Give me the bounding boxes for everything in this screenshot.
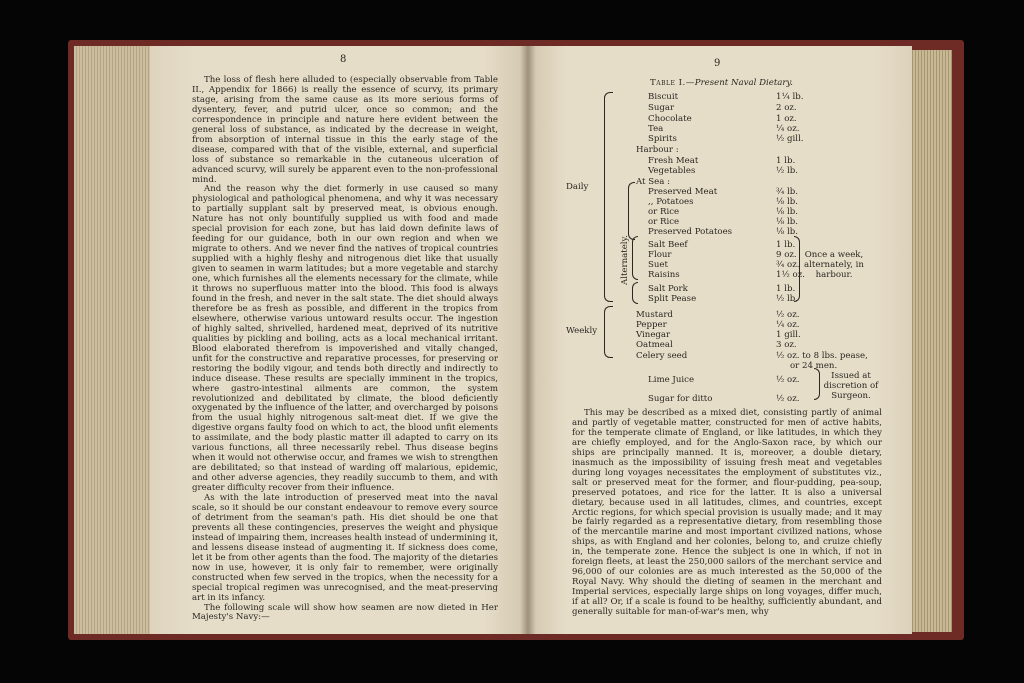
table-title-prefix: Table I.— bbox=[650, 78, 695, 88]
left-page-edges bbox=[74, 46, 152, 634]
table-row-item: Preserved Potatoes bbox=[648, 227, 733, 237]
table-row-qty: ½ lb. bbox=[776, 294, 799, 304]
table-row-item: Preserved Meat bbox=[648, 187, 718, 197]
table-row-item: Sugar for ditto bbox=[648, 394, 713, 404]
table-row-item: Salt Pork bbox=[648, 284, 688, 294]
paragraph: As with the late introduction of preserved meat into the naval scale, so it should be our constant endeavour to remove every source of detriment from the seaman's path. His diet should be one that prevents all these contingencies, preserves the weight and physique instead of impairing them, increases health instead of undermining it, and lessens disease instead of augmenting it. If sickness does come, let it be from other agents than the food. The majority of the dietaries now in use, however, it is only fair to remember, were originally constructed when few served in the tropics, when the necessity for a special tropical regimen was unrecognised, and the meat-preserving art in its infancy. bbox=[192, 493, 498, 603]
table-row-qty: ¼ oz. bbox=[776, 320, 800, 330]
alternately-brace bbox=[628, 182, 635, 240]
table-title-italic: Present Naval Dietary. bbox=[694, 78, 793, 88]
table-row-item: Celery seed bbox=[636, 351, 688, 361]
table-row-item: Harbour : bbox=[636, 145, 679, 155]
paragraph: And the reason why the diet formerly in use caused so many physiological and pathological phenomena, and why it was necessary to partially supplant salt by preserved meat, is obvious enough. Nature has not only bountifully supplied us with food and made special provision for each zone, but has laid down definite laws of feeding for our guidance, both in our own region and when we migrate to others. And we never find the natives of tropical countries supplied with a highly fleshy and nitrogenous diet like that usually given to seamen in warm latitudes; but a more vegetable and starchy one, which furnishes all the elements necessary for the climate, while it throws no superfluous matter into the blood. This food is always found in the fresh, and never in the salt state. The diet should always therefore be as fresh as possible, and different in the tropics from elsewhere, otherwise various untoward results occur. The ingestion of highly salted, shrivelled, hardened meat, deprived of its nutritive qualities by pickling and boiling, acts as a local mechanical irritant. Blood elaborated therefrom is impoverished and vitally changed, unfit for the constructive and reparative processes, for preserving or restoring the bodily vigour, and tends both directly and indirectly to induce disease. These results are specially imminent in the tropics, where gastro-intestinal ailments are common, the system revolutionized and debilitated by climate, the blood deficiently oxygenated by the influence of the latter, and overcharged by poisons from the usual highly nitrogenous salt-meat diet. If we give the digestive organs faulty food on which to act, the blood unfit elements to assimilate, and the body plastic matter ill adapted to carry on its various functions, all three necessarily rebel. Thus disease begins when it would not otherwise occur, and frames we wish to strengthen are debilitated; so that instead of warding off malarious, epidemic, and other adverse agencies, they readily succumb to them, and with greater difficulty recover from their influence. bbox=[192, 184, 498, 494]
paragraph: This may be described as a mixed diet, consisting partly of animal and partly of vegetable matter, constructed for men of active habits, for the temperate climate of England, or like latitudes, in which they are chiefly employed, and for the Anglo-Saxon race, by which our ships are principally manned. It is, moreover, a double dietary, inasmuch as the impossibility of issuing fresh meat and vegetables during long voyages necessitates the employment of substitutes viz., salt or preserved meat for the former, and flour-pudding, pea-soup, preserved potatoes, and rice for the latter. It is also a universal dietary, because used in all latitudes, climes, and countries, except Arctic regions, for which special provision is usually made; and it may be fairly regarded as a representative dietary, from resembling those of the mercantile marine and most important civilized nations, whose ships, as with England and her colonies, belong to, and cruize chiefly in, the temperate zone. Hence the subject is one in which, if not in foreign fleets, at least the 250,000 sailors of the merchant service and 96,000 of our colonies are as much interested as the 50,000 of the Royal Navy. Why should the dieting of seamen in the merchant and Imperial services, especially large ships on long voyages, differ much, if at all? Or, if a scale is found to be healthy, sufficiently abundant, and generally suitable for man-of-war's men, why bbox=[572, 408, 882, 618]
table-title bbox=[650, 78, 793, 88]
table-row-item: Suet bbox=[648, 260, 668, 270]
table-row-qty: 9 oz. bbox=[776, 250, 797, 260]
table-row-item: At Sea : bbox=[636, 177, 670, 187]
issued-note: Issued at discretion of Surgeon. bbox=[823, 371, 879, 401]
once-a-week-note: Once a week, alternately, in harbour. bbox=[804, 250, 864, 280]
table-row-qty: 1½ oz. bbox=[776, 270, 805, 280]
table-row-qty: ⅛ lb. bbox=[776, 227, 799, 237]
table-row-item: or Rice bbox=[648, 217, 680, 227]
alternately-label: Alternately. bbox=[620, 235, 630, 285]
table-row-qty: ⅛ lb. bbox=[776, 207, 799, 217]
table-row-item: Fresh Meat bbox=[648, 156, 699, 166]
table-row-qty: ½ oz. to 8 lbs. pease, bbox=[776, 351, 868, 361]
book-gutter bbox=[520, 46, 536, 634]
table-row-item: Vinegar bbox=[636, 330, 671, 340]
salt-beef-brace bbox=[632, 236, 638, 280]
table-row-qty: ½ lb. bbox=[776, 166, 799, 176]
table-row-qty: ⅛ lb. bbox=[776, 197, 799, 207]
table-row-item: Spirits bbox=[648, 134, 677, 144]
table-row-qty: ½ oz. bbox=[776, 394, 800, 404]
table-row-item: Oatmeal bbox=[636, 340, 673, 350]
table-row-qty: ½ oz. bbox=[776, 375, 800, 385]
paragraph: The following scale will show how seamen are now dieted in Her Majesty's Navy:— bbox=[192, 602, 498, 623]
table-row-item: Sugar bbox=[648, 103, 675, 113]
issued-brace bbox=[814, 368, 820, 400]
table-row-qty: ¾ oz. bbox=[776, 260, 800, 270]
salt-pork-brace bbox=[632, 282, 638, 304]
table-row-qty: 1 lb. bbox=[776, 156, 796, 166]
table-row-qty: 2 oz. bbox=[776, 103, 797, 113]
table-row-qty: 3 oz. bbox=[776, 340, 797, 350]
table-row-item: Pepper bbox=[636, 320, 667, 330]
table-row-qty: 1 gill. bbox=[776, 330, 801, 340]
paragraph: The loss of flesh here alluded to (especially observable from Table II., Appendix for 1866) is really the essence of scurvy, its primary stage, arising from the same cause as its more serious forms of dysentery, fever, and putrid ulcer, once so common; and the correspondence in principle and nature here evident between the general loss of substance, as indicated by the decrease in weight, from absorption of internal tissue in this the early stage of the disease, compared with that of the visible, external, and superficial loss of substance so remarkable in the cutaneous ulceration of advanced scurvy, will surely be apparent even to the non-professional mind. bbox=[192, 75, 498, 185]
daily-brace bbox=[604, 92, 613, 302]
weekly-brace bbox=[604, 306, 613, 358]
table-row-qty: ¾ lb. bbox=[776, 187, 799, 197]
table-row-qty: ¼ oz. bbox=[776, 124, 800, 134]
table-row-item: ,, Potatoes bbox=[648, 197, 694, 207]
left-page-text bbox=[192, 76, 498, 623]
right-page-edges bbox=[910, 50, 952, 632]
table-row-qty: 1 oz. bbox=[776, 114, 797, 124]
table-row-qty: ½ gill. bbox=[776, 134, 804, 144]
right-page-number: 9 bbox=[714, 58, 721, 69]
table-row-item: Chocolate bbox=[648, 114, 692, 124]
table-row-item: Raisins bbox=[648, 270, 680, 280]
table-row-qty: 1 lb. bbox=[776, 284, 796, 294]
daily-label: Daily bbox=[566, 182, 589, 192]
table-row-item: Lime Juice bbox=[648, 375, 695, 385]
table-row-item: Tea bbox=[648, 124, 664, 134]
right-page-text bbox=[572, 409, 882, 618]
table-row-item: Mustard bbox=[636, 310, 673, 320]
table-row-item: Flour bbox=[648, 250, 672, 260]
table-row-item: Biscuit bbox=[648, 92, 679, 102]
left-page-number: 8 bbox=[340, 54, 347, 65]
weekly-label: Weekly bbox=[566, 326, 598, 336]
table-row-item: or Rice bbox=[648, 207, 680, 217]
table-row-item: Vegetables bbox=[648, 166, 696, 176]
table-row-item: Salt Beef bbox=[648, 240, 688, 250]
table-row-item: Split Pease bbox=[648, 294, 697, 304]
table-row-qty: 1 lb. bbox=[776, 240, 796, 250]
table-row-qty: ⅛ lb. bbox=[776, 217, 799, 227]
table-row-qty: ½ oz. bbox=[776, 310, 800, 320]
table-row-qty: 1¼ lb. bbox=[776, 92, 804, 102]
table-row-qty: or 24 men. bbox=[790, 361, 838, 371]
